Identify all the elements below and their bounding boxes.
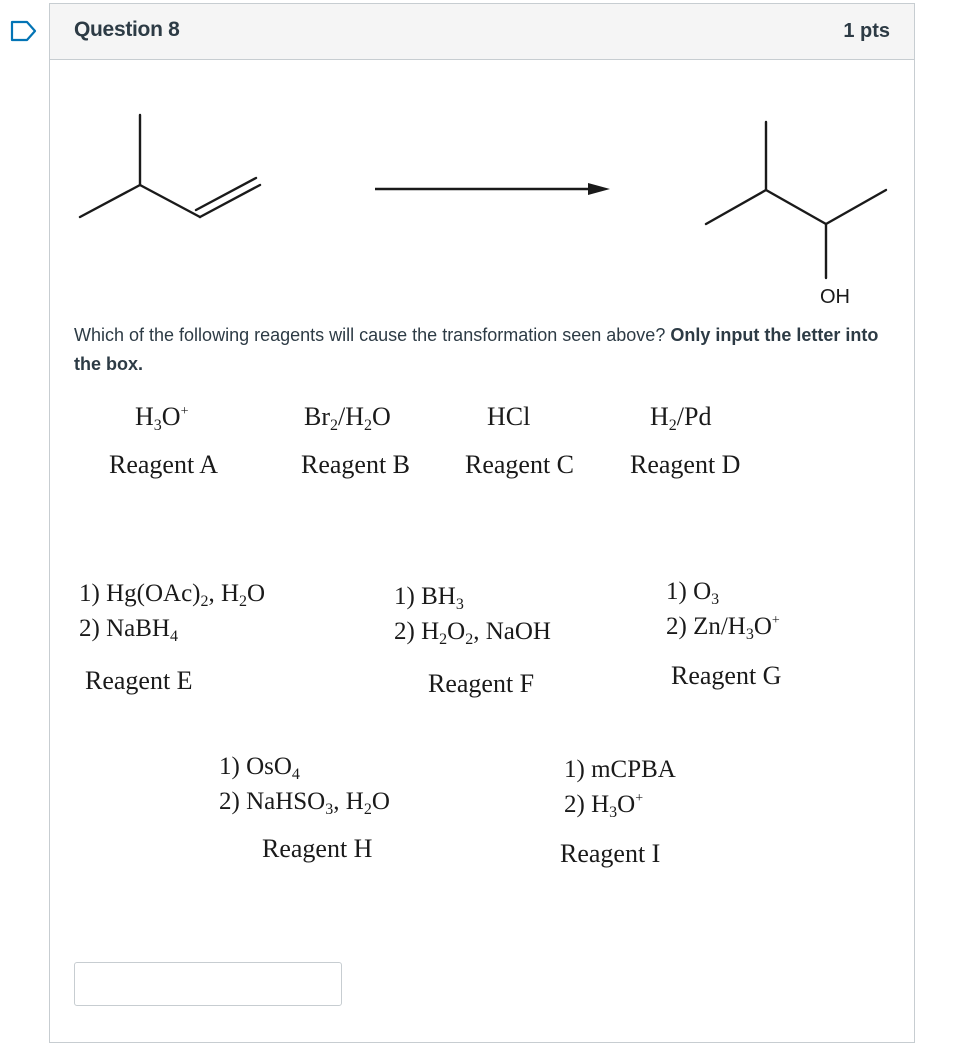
question-header [50, 4, 914, 60]
product-oh-label: OH [820, 286, 850, 308]
reagent-f-steps: 1) $BH_3$ 2) $H_2O_2$, NaOH [394, 583, 551, 648]
reaction-scheme [50, 59, 916, 319]
answer-input[interactable] [74, 962, 342, 1006]
reagent-d-label: Reagent D [630, 450, 741, 479]
reagent-i-steps: 1) mCPBA 2) $H_3O^+$ [564, 756, 676, 821]
reagent-a-formula: $H_3O^+$ [135, 402, 189, 434]
reagent-b-formula: $Br_2/H_2O$ [304, 402, 391, 434]
reagent-d-formula: $H_2/Pd$ [650, 402, 712, 434]
prompt-instruction: Only input the letter into the box. [74, 325, 879, 374]
reagent-g-steps: 1) $O_3$ 2) $Zn/H_3O^+$ [666, 578, 780, 643]
product-alcohol [706, 122, 886, 278]
reagent-h-steps: 1) OsO$_4$ 2) NaHSO$_3$, $H_2O$ [219, 753, 390, 818]
question-card [49, 3, 915, 1043]
prompt-text: Which of the following reagents will cause the transformation seen above? [74, 325, 666, 345]
reagent-i-label: Reagent I [560, 839, 661, 868]
reagent-a-label: Reagent A [109, 450, 219, 479]
reaction-arrow [375, 183, 610, 195]
reagent-c-label: Reagent C [465, 450, 575, 479]
unanswered-flag-icon[interactable] [10, 20, 38, 42]
question-points: 1 pts [843, 20, 890, 42]
question-prompt [74, 321, 894, 379]
reagent-c-formula: HCl [487, 402, 531, 431]
reagent-e-label: Reagent E [85, 666, 193, 695]
starting-alkene [80, 115, 260, 217]
reagent-g-label: Reagent G [671, 661, 782, 690]
reagent-f-label: Reagent F [428, 669, 535, 698]
question-title: Question 8 [74, 18, 180, 41]
reagent-b-label: Reagent B [301, 450, 411, 479]
reagent-e-steps: 1) $Hg(OAc)_2$, $H_2O$ 2) NaBH$_4$ [79, 580, 266, 645]
reagent-h-label: Reagent H [262, 834, 373, 863]
